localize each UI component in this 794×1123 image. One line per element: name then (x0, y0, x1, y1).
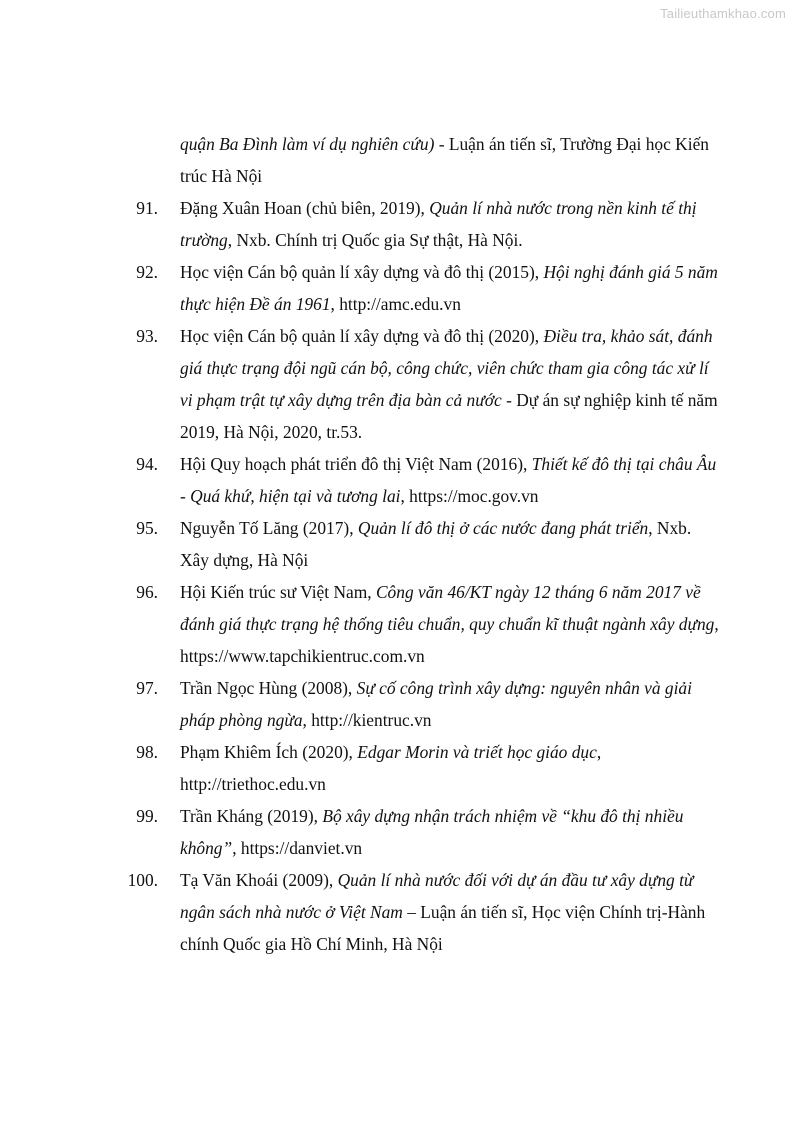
reference-title: quận Ba Đình làm ví dụ nghiên cứu) (180, 134, 435, 154)
reference-entry (0, 576, 794, 672)
reference-entry (0, 512, 794, 576)
reference-title: Công văn 46/KT ngày 12 tháng 6 năm 2017 về đánh giá thực trạng hệ thống tiêu chuẩn, quy chuẩn kĩ thuật ngành xây dựng (180, 582, 715, 634)
watermark: Tailieuthamkhao.com (660, 6, 786, 21)
reference-title: Bộ xây dựng nhận trách nhiệm về “khu đô thị nhiều không” (180, 806, 684, 858)
reference-number: 99. (136, 806, 158, 826)
reference-entry (0, 192, 794, 256)
reference-number: 93. (136, 326, 158, 346)
reference-text: quận Ba Đình làm ví dụ nghiên cứu) - Luận án tiến sĩ, Trường Đại học Kiến trúc Hà Nội (180, 134, 709, 186)
reference-title: Quản lí nhà nước đối với dự án đầu tư xây dựng từ ngân sách nhà nước ở Việt Nam (180, 870, 694, 922)
reference-entry (0, 320, 794, 448)
reference-text: Phạm Khiêm Ích (2020), Edgar Morin và triết học giáo dục, http://triethoc.edu.vn (180, 742, 602, 794)
reference-entry (0, 800, 794, 864)
reference-text: Tạ Văn Khoái (2009), Quản lí nhà nước đối với dự án đầu tư xây dựng từ ngân sách nhà nước ở Việt Nam – Luận án tiến sĩ, Học viện Chính trị-Hành chính Quốc gia Hồ Chí Minh, Hà Nội (180, 870, 706, 954)
reference-entry (0, 256, 794, 320)
reference-list (0, 128, 794, 960)
reference-text: Học viện Cán bộ quản lí xây dựng và đô thị (2015), Hội nghị đánh giá 5 năm thực hiện Đề án 1961, http://amc.edu.vn (180, 262, 718, 314)
reference-entry (0, 864, 794, 960)
reference-text: Trần Ngọc Hùng (2008), Sự cố công trình xây dựng: nguyên nhân và giải pháp phòng ngừa, http://kientruc.vn (180, 678, 692, 730)
reference-number: 100. (127, 870, 158, 890)
reference-number: 91. (136, 198, 158, 218)
reference-number: 97. (136, 678, 158, 698)
reference-number: 98. (136, 742, 158, 762)
reference-text: Hội Quy hoạch phát triển đô thị Việt Nam (2016), Thiết kế đô thị tại châu Âu - Quá khứ, hiện tại và tương lai, https://moc.gov.vn (180, 454, 717, 506)
reference-text: Trần Kháng (2019), Bộ xây dựng nhận trách nhiệm về “khu đô thị nhiều không”, https://danviet.vn (180, 806, 684, 858)
reference-number: 92. (136, 262, 158, 282)
reference-entry (0, 736, 794, 800)
reference-title: Hội nghị đánh giá 5 năm thực hiện Đề án 1961 (180, 262, 718, 314)
reference-title: Quản lí đô thị ở các nước đang phát triển (357, 518, 649, 538)
reference-number: 94. (136, 454, 158, 474)
reference-title: Quản lí nhà nước trong nền kinh tế thị trường (180, 198, 697, 250)
reference-entry (0, 128, 794, 192)
reference-text: Hội Kiến trúc sư Việt Nam, Công văn 46/KT ngày 12 tháng 6 năm 2017 về đánh giá thực trạng hệ thống tiêu chuẩn, quy chuẩn kĩ thuật ngành xây dựng, https://www.tapchikientruc.com.vn (180, 582, 719, 666)
reference-number: 95. (136, 518, 158, 538)
reference-title: Edgar Morin và triết học giáo dục (357, 742, 597, 762)
reference-text: Học viện Cán bộ quản lí xây dựng và đô thị (2020), Điều tra, khảo sát, đánh giá thực trạng đội ngũ cán bộ, công chức, viên chức tham gia công tác xử lí vi phạm trật tự xây dựng trên địa bàn cả nước - Dự án sự nghiệp kinh tế năm 2019, Hà Nội, 2020, tr.53. (180, 326, 718, 442)
reference-title: Sự cố công trình xây dựng: nguyên nhân và giải pháp phòng ngừa (180, 678, 692, 730)
reference-entry (0, 448, 794, 512)
reference-title: Thiết kế đô thị tại châu Âu - Quá khứ, hiện tại và tương lai (180, 454, 717, 506)
reference-number: 96. (136, 582, 158, 602)
reference-title: Điều tra, khảo sát, đánh giá thực trạng đội ngũ cán bộ, công chức, viên chức tham gia công tác xử lí vi phạm trật tự xây dựng trên địa bàn cả nước (180, 326, 713, 410)
reference-text: Nguyễn Tố Lăng (2017), Quản lí đô thị ở các nước đang phát triển, Nxb. Xây dựng, Hà Nội (180, 518, 692, 570)
reference-entry (0, 672, 794, 736)
reference-text: Đặng Xuân Hoan (chủ biên, 2019), Quản lí nhà nước trong nền kinh tế thị trường, Nxb. Chính trị Quốc gia Sự thật, Hà Nội. (180, 198, 697, 250)
